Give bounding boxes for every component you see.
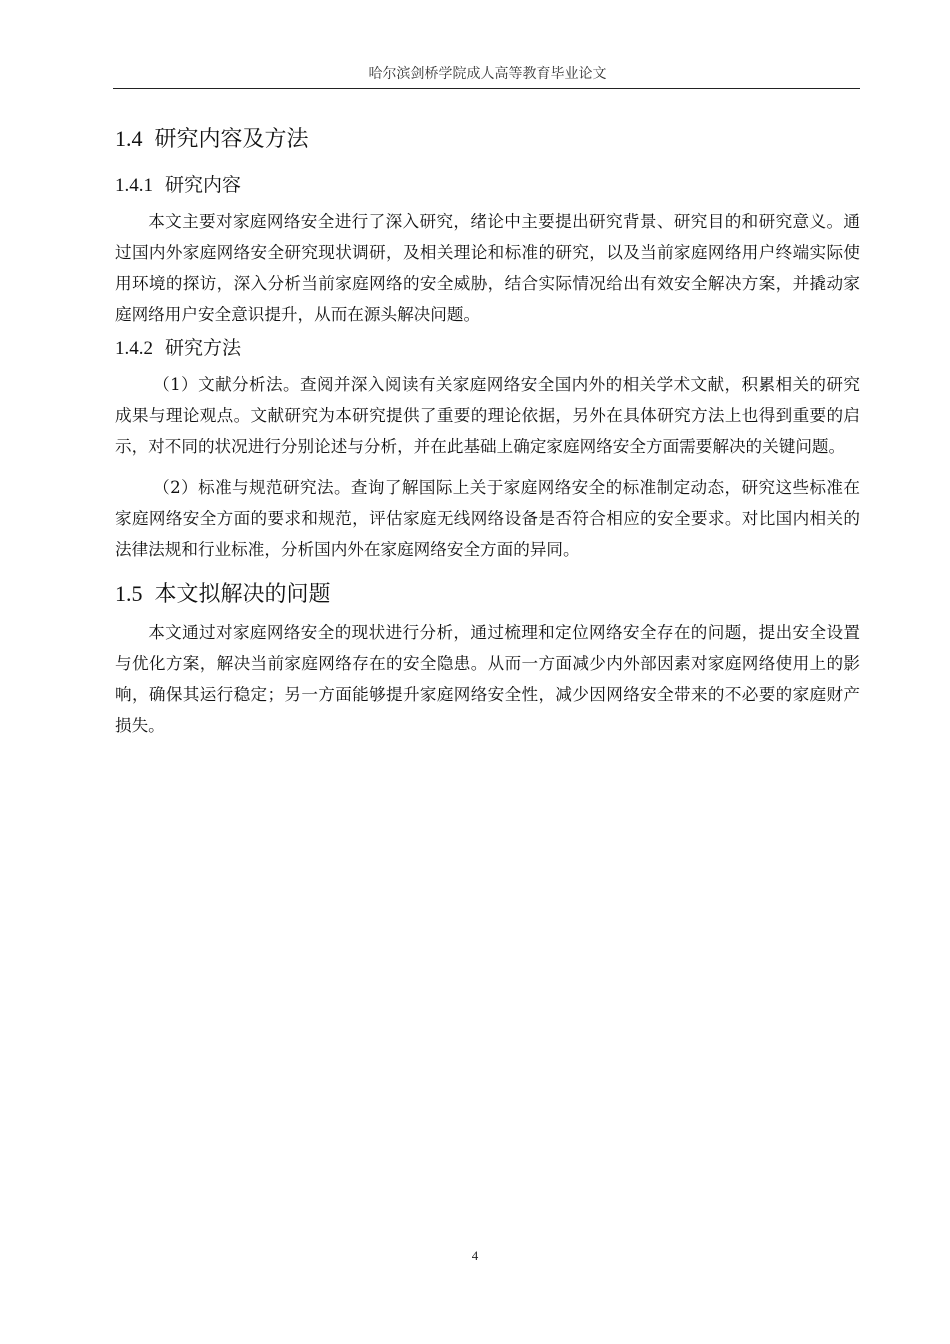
subsection-number: 1.4.2 [115,338,153,359]
problems-paragraph: 本文通过对家庭网络安全的现状进行分析，通过梳理和定位网络安全存在的问题，提出安全设置与优化方案，解决当前家庭网络存在的安全隐患。从而一方面减少内外部因素对家庭网络使用上的影响，确保其运行稳定；另一方面能够提升家庭网络安全性，减少因网络安全带来的不必要的家庭财产损失。 [115,623,860,735]
section-heading-1-5 [115,577,860,611]
section-number: 1.5 [115,581,143,606]
method-item-standards: （2）标准与规范研究法。查询了解国际上关于家庭网络安全的标准制定动态，研究这些标准在家庭网络安全方面的要求和规范，评估家庭无线网络设备是否符合相应的安全要求。对比国内相关的法律法规和行业标准，分析国内外在家庭网络安全方面的异同。 [115,478,860,559]
page-content [115,122,860,741]
subsection-title: 研究内容 [165,174,242,196]
section-title: 研究内容及方法 [154,127,309,152]
section-title: 本文拟解决的问题 [154,582,331,607]
running-header: 哈尔滨剑桥学院成人高等教育毕业论文 [368,66,607,82]
method-item-literature: （1）文献分析法。查阅并深入阅读有关家庭网络安全国内外的相关学术文献，积累相关的研究成果与理论观点。文献研究为本研究提供了重要的理论依据，另外在具体研究方法上也得到重要的启示，对不同的状况进行分别论述与分析，并在此基础上确定家庭网络安全方面需要解决的关键问题。 [115,375,860,456]
subsection-heading-1-4-1 [115,170,860,200]
research-content-paragraph: 本文主要对家庭网络安全进行了深入研究，绪论中主要提出研究背景、研究目的和研究意义。通过国内外家庭网络安全研究现状调研，及相关理论和标准的研究，以及当前家庭网络用户终端实际使用环境的探访，深入分析当前家庭网络的安全威胁，结合实际情况给出有效安全解决方案，并撬动家庭网络用户安全意识提升，从而在源头解决问题。 [115,212,860,324]
subsection-title: 研究方法 [165,337,242,359]
header-rule [113,88,860,89]
section-number: 1.4 [115,126,143,151]
section-heading-1-4 [115,122,860,156]
page-number: 4 [471,1248,479,1263]
subsection-number: 1.4.1 [115,175,153,196]
subsection-heading-1-4-2 [115,333,860,363]
